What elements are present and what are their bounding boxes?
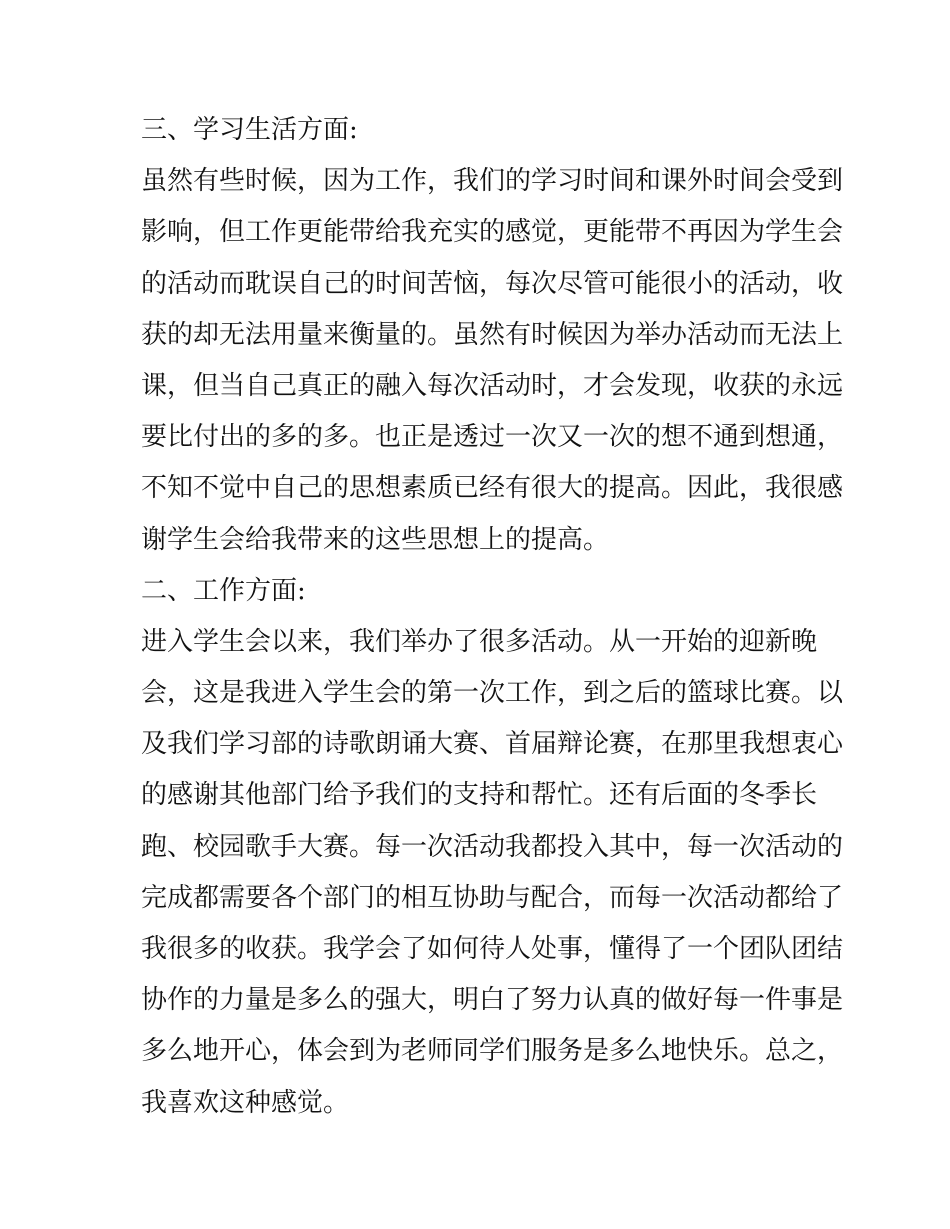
paragraph-line: 的感谢其他部门给予我们的支持和帮忙。还有后面的冬季长 — [141, 780, 818, 811]
paragraph-line: 要比付出的多的多。也正是透过一次又一次的想不通到想通， — [141, 422, 844, 453]
paragraph-line: 课，但当自己真正的融入每次活动时，才会发现，收获的永远 — [141, 370, 844, 401]
paragraph-line: 完成都需要各个部门的相互协助与配合，而每一次活动都给了 — [141, 882, 844, 913]
paragraph-line: 获的却无法用量来衡量的。虽然有时候因为举办活动而无法上 — [141, 319, 844, 350]
paragraph-line: 谢学生会给我带来的这些思想上的提高。 — [141, 524, 610, 555]
paragraph-line: 我喜欢这种感觉。 — [141, 1087, 350, 1118]
paragraph-line: 虽然有些时候，因为工作，我们的学习时间和课外时间会受到 — [141, 166, 844, 197]
paragraph-line: 我很多的收获。我学会了如何待人处事，懂得了一个团队团结 — [141, 934, 844, 964]
paragraph-line: 会，这是我进入学生会的第一次工作，到之后的篮球比赛。以 — [141, 678, 844, 709]
paragraph-line: 多么地开心，体会到为老师同学们服务是多么地快乐。总之， — [141, 1036, 844, 1067]
document-body — [141, 105, 844, 1129]
paragraph-line: 协作的力量是多么的强大，明白了努力认真的做好每一件事是 — [141, 985, 844, 1016]
paragraph-line: 及我们学习部的诗歌朗诵大赛、首届辩论赛，在那里我想衷心 — [141, 729, 844, 760]
paragraph-line: 进入学生会以来，我们举办了很多活动。从一开始的迎新晚 — [141, 626, 818, 657]
paragraph-line: 的活动而耽误自己的时间苦恼，每次尽管可能很小的活动，收 — [141, 268, 844, 299]
paragraph-line: 跑、校园歌手大赛。每一次活动我都投入其中，每一次活动的 — [141, 831, 844, 862]
paragraph-line: 影响，但工作更能带给我充实的感觉，更能带不再因为学生会 — [141, 217, 844, 248]
section-heading-study-life: 三、学习生活方面: — [141, 115, 358, 145]
section-heading-work: 二、工作方面: — [141, 575, 306, 606]
paragraph-line: 不知不觉中自己的思想素质已经有很大的提高。因此，我很感 — [141, 473, 844, 504]
